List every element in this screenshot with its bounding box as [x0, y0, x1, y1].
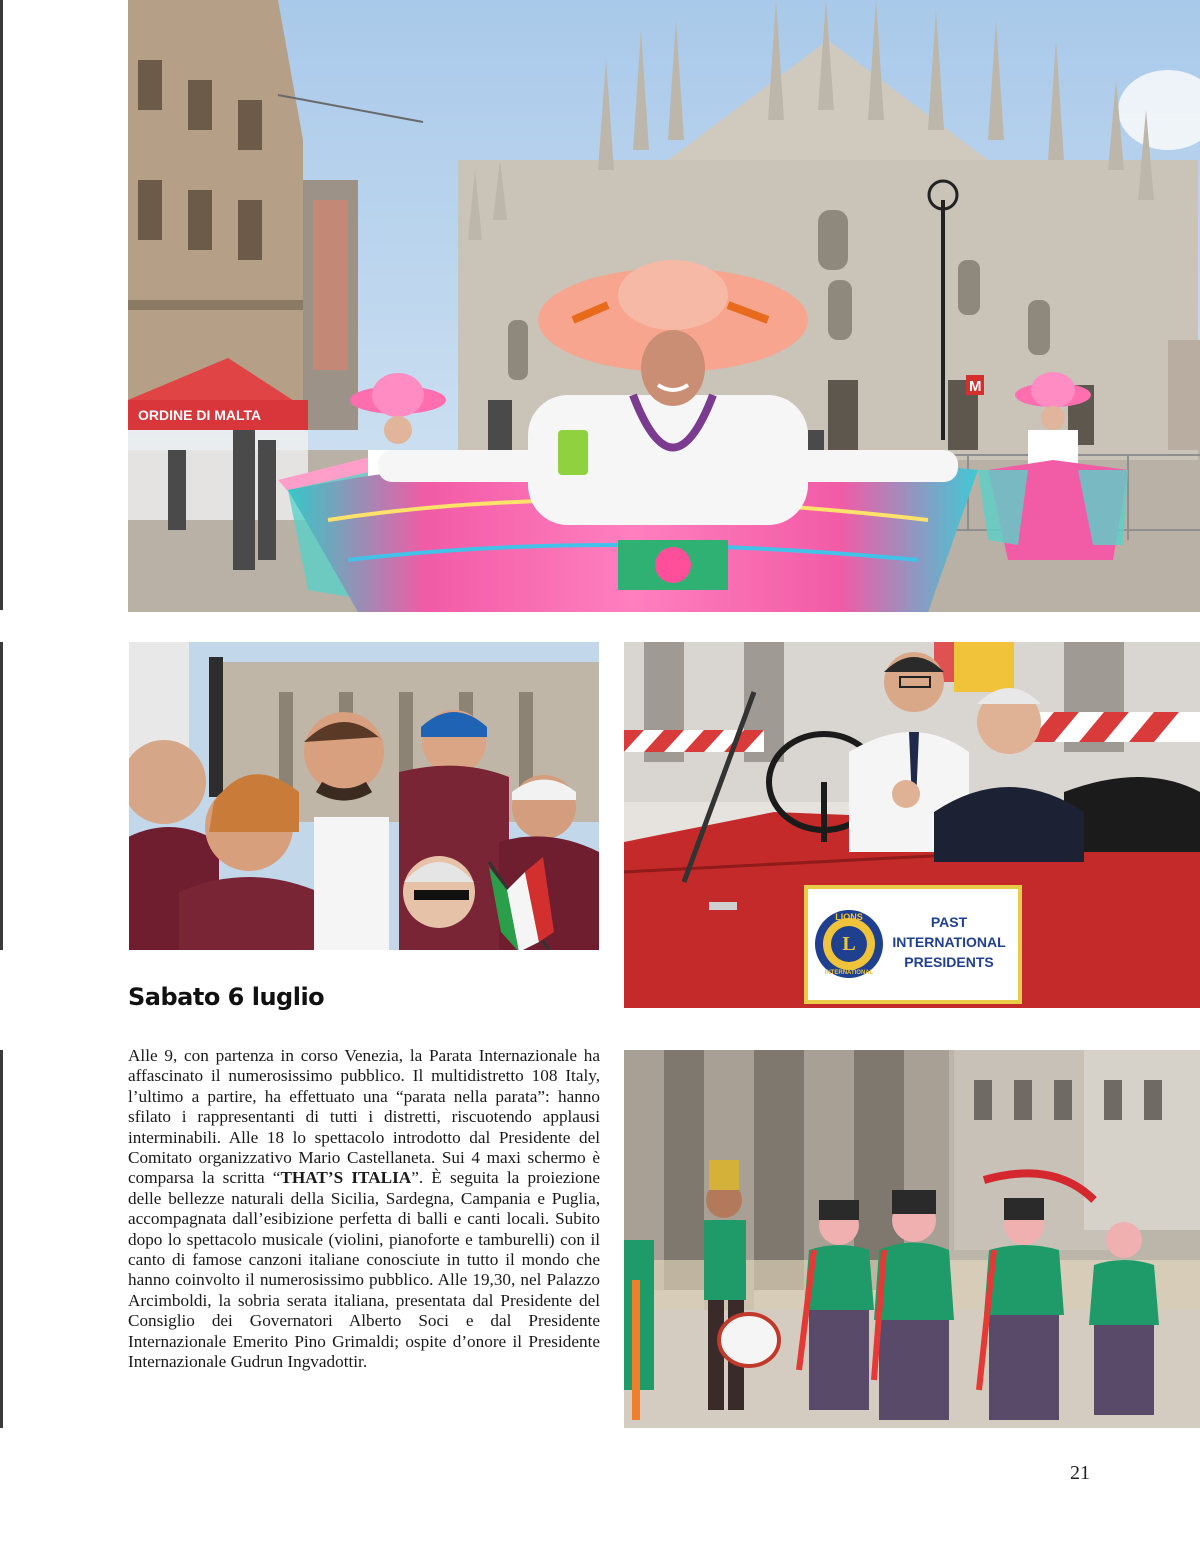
- article-heading: Sabato 6 luglio: [128, 983, 325, 1011]
- lions-logo-text: LIONS: [835, 912, 863, 922]
- left-edge-strip: [0, 1050, 3, 1428]
- vintage-car-past-presidents-photo: [624, 642, 1200, 1008]
- body-text-part-2: ”. È seguita la proiezione delle bellezze naturali della Sicilia, Sardegna, Campania e Puglia, accompagnata dall’esibizione perfetta di balli e canti locali. Subito dopo lo spettacolo musicale (violini, pianoforte e tamburelli) con il canto di famose canzoni italiane conosciute in tutto il mondo che hanno coinvolto il numerosissimo pubblico. Alle 19,30, nel Palazzo Arcimboldi, la sobria serata italiana, presentata dal Presidente del Consiglio dei Governatori Alberto Soci e dal Presidente Internazionale Emerito Pino Grimaldi; ospite d’onore il Presidente Internazionale Gudrun Ingvadottir.: [128, 1168, 600, 1372]
- car-sign-line-1: PAST: [930, 914, 968, 930]
- left-edge-strip: [0, 642, 3, 950]
- milan-cathedral-dancers-photo: [128, 0, 1200, 612]
- lions-members-crowd-photo: [129, 642, 599, 950]
- left-edge-strip: [0, 0, 3, 610]
- body-text-emphasis: THAT’S ITALIA: [280, 1168, 412, 1188]
- svg-text:L: L: [842, 933, 856, 955]
- body-text-part-1: Alle 9, con partenza in corso Venezia, la Parata Internazionale ha affascinato il numerosissimo pubblico. Il multidistretto 108 Italy, l’ultimo a partire, ha effettuato una “parata nella parata”: hanno sfilato i rappresentanti di tutti i distretti, riscuotendo applausi interminabili. Alle 18 lo spettacolo introdotto dal Presidente del Comitato organizzativo Mario Castellaneta. Sui 4 maxi schermo è comparsa la scritta “: [128, 1046, 600, 1188]
- car-sign-line-2: INTERNATIONAL: [892, 934, 1006, 950]
- article-body: [128, 1046, 600, 1373]
- tent-banner-text: ORDINE DI MALTA: [138, 407, 262, 423]
- traditional-dancers-parade-photo: [624, 1050, 1200, 1428]
- car-sign-line-3: PRESIDENTS: [904, 954, 994, 970]
- metro-sign-text: M: [969, 378, 982, 395]
- lions-logo-subtext: INTERNATIONAL: [824, 970, 874, 976]
- page-number: 21: [1070, 1462, 1090, 1484]
